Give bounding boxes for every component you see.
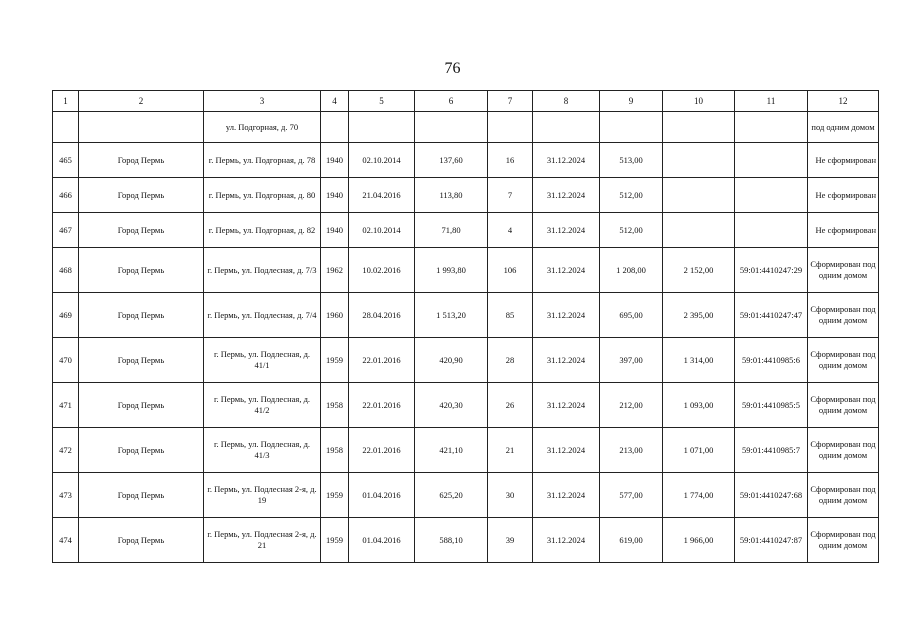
- residents-cell: 106: [488, 248, 533, 293]
- deadline-cell: 31.12.2024: [533, 178, 600, 213]
- status-cell: Сформирован под одним домом: [808, 293, 879, 338]
- column-header: 3: [204, 91, 321, 112]
- year-cell: 1940: [321, 143, 349, 178]
- year-cell: 1940: [321, 213, 349, 248]
- city-cell: Город Пермь: [79, 213, 204, 248]
- land-area-cell: 397,00: [600, 338, 663, 383]
- area-cell: 71,80: [415, 213, 488, 248]
- date-cell: 02.10.2014: [349, 213, 415, 248]
- land-area-cell: 619,00: [600, 518, 663, 563]
- area-cell: 420,90: [415, 338, 488, 383]
- table-cell: [663, 112, 735, 143]
- status-cell: Сформирован под одним домом: [808, 248, 879, 293]
- residents-cell: 4: [488, 213, 533, 248]
- status-cell: Не сформирован: [808, 178, 879, 213]
- table-row: [53, 248, 879, 293]
- land-area-cell: 512,00: [600, 178, 663, 213]
- area-cell: 625,20: [415, 473, 488, 518]
- status-cell: под одним домом: [808, 112, 879, 143]
- city-cell: Город Пермь: [79, 143, 204, 178]
- land-plot-area-cell: 1 774,00: [663, 473, 735, 518]
- residents-cell: 7: [488, 178, 533, 213]
- year-cell: 1959: [321, 473, 349, 518]
- deadline-cell: 31.12.2024: [533, 518, 600, 563]
- table-cell: [415, 112, 488, 143]
- year-cell: 1958: [321, 383, 349, 428]
- year-cell: 1962: [321, 248, 349, 293]
- table-cell: [79, 112, 204, 143]
- column-header: 10: [663, 91, 735, 112]
- column-header: 6: [415, 91, 488, 112]
- cadastral-number-cell: 59:01:4410247:29: [735, 248, 808, 293]
- date-cell: 01.04.2016: [349, 518, 415, 563]
- deadline-cell: 31.12.2024: [533, 383, 600, 428]
- land-plot-area-cell: 1 071,00: [663, 428, 735, 473]
- cadastral-number-cell: [735, 213, 808, 248]
- address-cell: г. Пермь, ул. Подгорная, д. 82: [204, 213, 321, 248]
- residents-cell: 21: [488, 428, 533, 473]
- land-plot-area-cell: 1 966,00: [663, 518, 735, 563]
- land-area-cell: 512,00: [600, 213, 663, 248]
- land-area-cell: 213,00: [600, 428, 663, 473]
- table-row: [53, 428, 879, 473]
- deadline-cell: 31.12.2024: [533, 293, 600, 338]
- cadastral-number-cell: 59:01:4410247:68: [735, 473, 808, 518]
- row-number-cell: 467: [53, 213, 79, 248]
- land-plot-area-cell: [663, 178, 735, 213]
- land-plot-area-cell: 1 314,00: [663, 338, 735, 383]
- date-cell: 22.01.2016: [349, 338, 415, 383]
- date-cell: 02.10.2014: [349, 143, 415, 178]
- table-row: [53, 473, 879, 518]
- date-cell: 10.02.2016: [349, 248, 415, 293]
- address-cell: г. Пермь, ул. Подлесная 2-я, д. 19: [204, 473, 321, 518]
- status-cell: Сформирован под одним домом: [808, 383, 879, 428]
- date-cell: 01.04.2016: [349, 473, 415, 518]
- cadastral-number-cell: 59:01:4410247:47: [735, 293, 808, 338]
- area-cell: 137,60: [415, 143, 488, 178]
- housing-register-table: [52, 90, 879, 563]
- deadline-cell: 31.12.2024: [533, 338, 600, 383]
- land-plot-area-cell: 2 395,00: [663, 293, 735, 338]
- land-plot-area-cell: 2 152,00: [663, 248, 735, 293]
- row-number-cell: 468: [53, 248, 79, 293]
- status-cell: Сформирован под одним домом: [808, 338, 879, 383]
- table-row: [53, 383, 879, 428]
- area-cell: 420,30: [415, 383, 488, 428]
- continuation-row: [53, 112, 879, 143]
- year-cell: 1940: [321, 178, 349, 213]
- deadline-cell: 31.12.2024: [533, 143, 600, 178]
- table-cell: [533, 112, 600, 143]
- page-number: 76: [444, 60, 461, 77]
- year-cell: 1959: [321, 518, 349, 563]
- cadastral-number-cell: 59:01:4410985:6: [735, 338, 808, 383]
- row-number-cell: 471: [53, 383, 79, 428]
- residents-cell: 30: [488, 473, 533, 518]
- table-cell: [600, 112, 663, 143]
- land-area-cell: 695,00: [600, 293, 663, 338]
- date-cell: 28.04.2016: [349, 293, 415, 338]
- column-header: 11: [735, 91, 808, 112]
- row-number-cell: 466: [53, 178, 79, 213]
- column-number-row: [53, 91, 879, 112]
- land-plot-area-cell: [663, 213, 735, 248]
- address-cell: г. Пермь, ул. Подлесная, д. 41/1: [204, 338, 321, 383]
- status-cell: Сформирован под одним домом: [808, 473, 879, 518]
- date-cell: 21.04.2016: [349, 178, 415, 213]
- year-cell: 1959: [321, 338, 349, 383]
- status-cell: Не сформирован: [808, 143, 879, 178]
- city-cell: Город Пермь: [79, 473, 204, 518]
- table-row: [53, 213, 879, 248]
- city-cell: Город Пермь: [79, 383, 204, 428]
- table-cell: [321, 112, 349, 143]
- city-cell: Город Пермь: [79, 293, 204, 338]
- column-header: 2: [79, 91, 204, 112]
- year-cell: 1960: [321, 293, 349, 338]
- address-cell: г. Пермь, ул. Подгорная, д. 80: [204, 178, 321, 213]
- column-header: 9: [600, 91, 663, 112]
- address-cell: г. Пермь, ул. Подлесная, д. 41/3: [204, 428, 321, 473]
- row-number-cell: 469: [53, 293, 79, 338]
- city-cell: Город Пермь: [79, 248, 204, 293]
- row-number-cell: 474: [53, 518, 79, 563]
- column-header: 1: [53, 91, 79, 112]
- deadline-cell: 31.12.2024: [533, 473, 600, 518]
- land-area-cell: 1 208,00: [600, 248, 663, 293]
- residents-cell: 39: [488, 518, 533, 563]
- row-number-cell: 472: [53, 428, 79, 473]
- table-cell: [349, 112, 415, 143]
- row-number-cell: 470: [53, 338, 79, 383]
- city-cell: Город Пермь: [79, 518, 204, 563]
- city-cell: Город Пермь: [79, 428, 204, 473]
- city-cell: Город Пермь: [79, 338, 204, 383]
- address-cell: ул. Подгорная, д. 70: [204, 112, 321, 143]
- status-cell: Не сформирован: [808, 213, 879, 248]
- status-cell: Сформирован под одним домом: [808, 518, 879, 563]
- column-header: 4: [321, 91, 349, 112]
- residents-cell: 28: [488, 338, 533, 383]
- column-header: 7: [488, 91, 533, 112]
- area-cell: 588,10: [415, 518, 488, 563]
- land-plot-area-cell: 1 093,00: [663, 383, 735, 428]
- date-cell: 22.01.2016: [349, 428, 415, 473]
- area-cell: 1 513,20: [415, 293, 488, 338]
- land-area-cell: 212,00: [600, 383, 663, 428]
- cadastral-number-cell: [735, 178, 808, 213]
- row-number-cell: 473: [53, 473, 79, 518]
- column-header: 8: [533, 91, 600, 112]
- land-plot-area-cell: [663, 143, 735, 178]
- table-row: [53, 518, 879, 563]
- table-cell: [53, 112, 79, 143]
- area-cell: 113,80: [415, 178, 488, 213]
- deadline-cell: 31.12.2024: [533, 213, 600, 248]
- year-cell: 1958: [321, 428, 349, 473]
- table-row: [53, 178, 879, 213]
- table-cell: [735, 112, 808, 143]
- column-header: 5: [349, 91, 415, 112]
- deadline-cell: 31.12.2024: [533, 428, 600, 473]
- status-cell: Сформирован под одним домом: [808, 428, 879, 473]
- cadastral-number-cell: 59:01:4410985:7: [735, 428, 808, 473]
- area-cell: 1 993,80: [415, 248, 488, 293]
- address-cell: г. Пермь, ул. Подлесная, д. 7/4: [204, 293, 321, 338]
- cadastral-number-cell: 59:01:4410247:87: [735, 518, 808, 563]
- residents-cell: 26: [488, 383, 533, 428]
- address-cell: г. Пермь, ул. Подлесная, д. 41/2: [204, 383, 321, 428]
- land-area-cell: 513,00: [600, 143, 663, 178]
- cadastral-number-cell: [735, 143, 808, 178]
- column-header: 12: [808, 91, 879, 112]
- residents-cell: 16: [488, 143, 533, 178]
- table-row: [53, 338, 879, 383]
- table-row: [53, 293, 879, 338]
- date-cell: 22.01.2016: [349, 383, 415, 428]
- city-cell: Город Пермь: [79, 178, 204, 213]
- address-cell: г. Пермь, ул. Подгорная, д. 78: [204, 143, 321, 178]
- cadastral-number-cell: 59:01:4410985:5: [735, 383, 808, 428]
- table-row: [53, 143, 879, 178]
- area-cell: 421,10: [415, 428, 488, 473]
- row-number-cell: 465: [53, 143, 79, 178]
- address-cell: г. Пермь, ул. Подлесная, д. 7/3: [204, 248, 321, 293]
- residents-cell: 85: [488, 293, 533, 338]
- table-cell: [488, 112, 533, 143]
- land-area-cell: 577,00: [600, 473, 663, 518]
- deadline-cell: 31.12.2024: [533, 248, 600, 293]
- address-cell: г. Пермь, ул. Подлесная 2-я, д. 21: [204, 518, 321, 563]
